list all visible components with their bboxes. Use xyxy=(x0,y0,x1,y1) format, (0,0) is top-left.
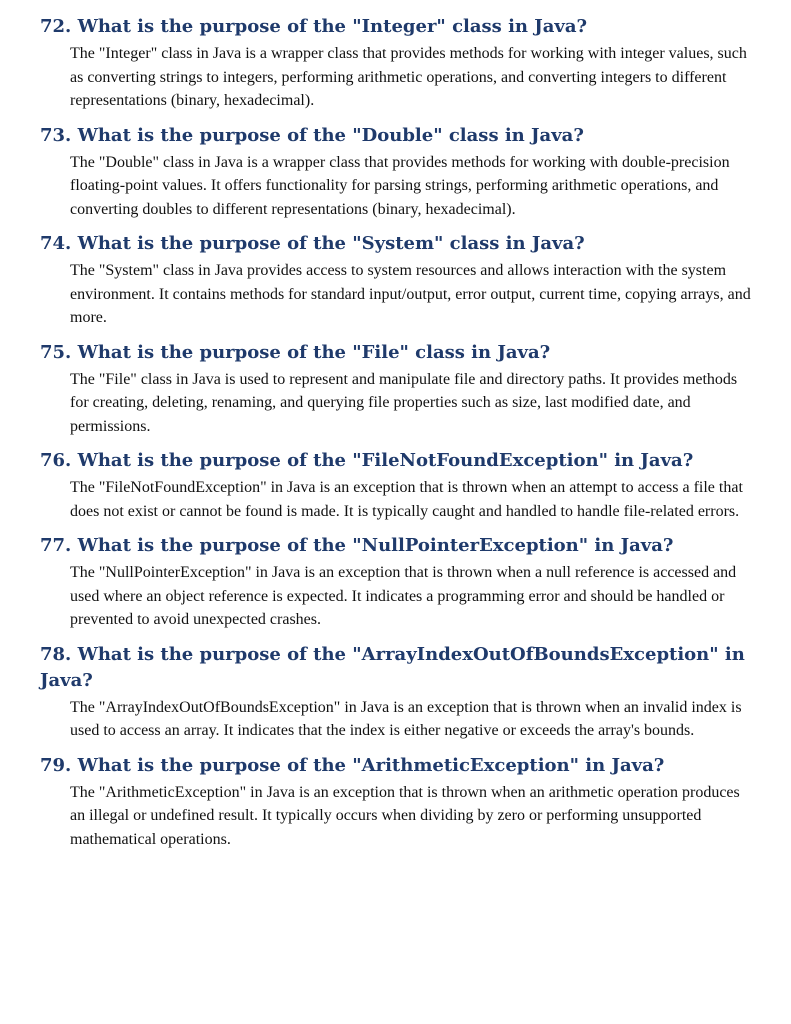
question-text: What is the purpose of the "ArithmeticException" in Java? xyxy=(77,754,665,776)
answer-text: The "ArithmeticException" in Java is an exception that is thrown when an arithmetic operation produces an illegal or undefined result. It typically occurs when dividing by zero or performing unsupported mathematical operations. xyxy=(70,783,740,848)
question-text: What is the purpose of the "Integer" class in Java? xyxy=(77,16,588,37)
question-number: 77. xyxy=(40,535,72,556)
question-number: 73. xyxy=(40,124,72,146)
qa-item-75 xyxy=(40,340,752,439)
answer-text: The "File" class in Java is used to represent and manipulate file and directory paths. It provides methods for creating, deleting, renaming, and querying file properties such as size, last modified date, and permissions. xyxy=(70,370,738,435)
qa-item-72 xyxy=(40,14,752,113)
question-number: 74. xyxy=(40,233,72,254)
question-text: What is the purpose of the "Double" class in Java? xyxy=(77,124,584,146)
question-text: What is the purpose of the "File" class in Java? xyxy=(77,341,551,363)
question-text: What is the purpose of the "ArrayIndexOutOfBoundsException" in Java? xyxy=(40,643,745,691)
answer-text: The "FileNotFoundException" in Java is an exception that is thrown when an attempt to access a file that does not exist or cannot be found is made. It is typically caught and handled to handle file-related errors. xyxy=(70,479,743,520)
question-text: What is the purpose of the "FileNotFoundException" in Java? xyxy=(77,450,694,471)
answer-text: The "Double" class in Java is a wrapper class that provides methods for working with double-precision floating-point values. It offers functionality for parsing strings, performing arithmetic operations, and converting doubles to different representations (binary, hexadecimal). xyxy=(70,153,730,218)
question-heading xyxy=(40,231,752,257)
qa-item-79 xyxy=(40,753,752,852)
answer-text: The "NullPointerException" in Java is an exception that is thrown when a null reference is accessed and used where an object reference is expected. It indicates a programming error and should be handled or prevented to avoid unexpected crashes. xyxy=(70,564,737,628)
question-heading xyxy=(40,533,752,559)
question-number: 72. xyxy=(40,16,72,37)
answer-text: The "System" class in Java provides access to system resources and allows interaction with the system environment. It contains methods for standard input/output, error output, current time, copying arrays, and more. xyxy=(70,262,751,326)
question-number: 75. xyxy=(40,341,72,363)
question-number: 76. xyxy=(40,450,72,471)
qa-item-73 xyxy=(40,123,752,222)
question-text: What is the purpose of the "System" class in Java? xyxy=(77,233,585,254)
question-heading xyxy=(40,642,752,694)
question-number: 78. xyxy=(40,643,72,665)
qa-item-76 xyxy=(40,448,752,523)
qa-item-78 xyxy=(40,642,752,743)
question-heading xyxy=(40,340,752,366)
qa-item-77 xyxy=(40,533,752,632)
question-heading xyxy=(40,14,752,40)
question-text: What is the purpose of the "NullPointerException" in Java? xyxy=(77,535,674,556)
answer-text: The "ArrayIndexOutOfBoundsException" in Java is an exception that is thrown when an invalid index is used to access an array. It indicates that the index is either negative or exceeds the array's bounds. xyxy=(70,698,742,739)
question-heading xyxy=(40,123,752,149)
qa-item-74 xyxy=(40,231,752,330)
question-number: 79. xyxy=(40,754,72,776)
question-heading xyxy=(40,753,752,779)
question-heading xyxy=(40,448,752,474)
answer-text: The "Integer" class in Java is a wrapper class that provides methods for working with integer values, such as converting strings to integers, performing arithmetic operations, and converting integers to different representations (binary, hexadecimal). xyxy=(70,45,747,109)
